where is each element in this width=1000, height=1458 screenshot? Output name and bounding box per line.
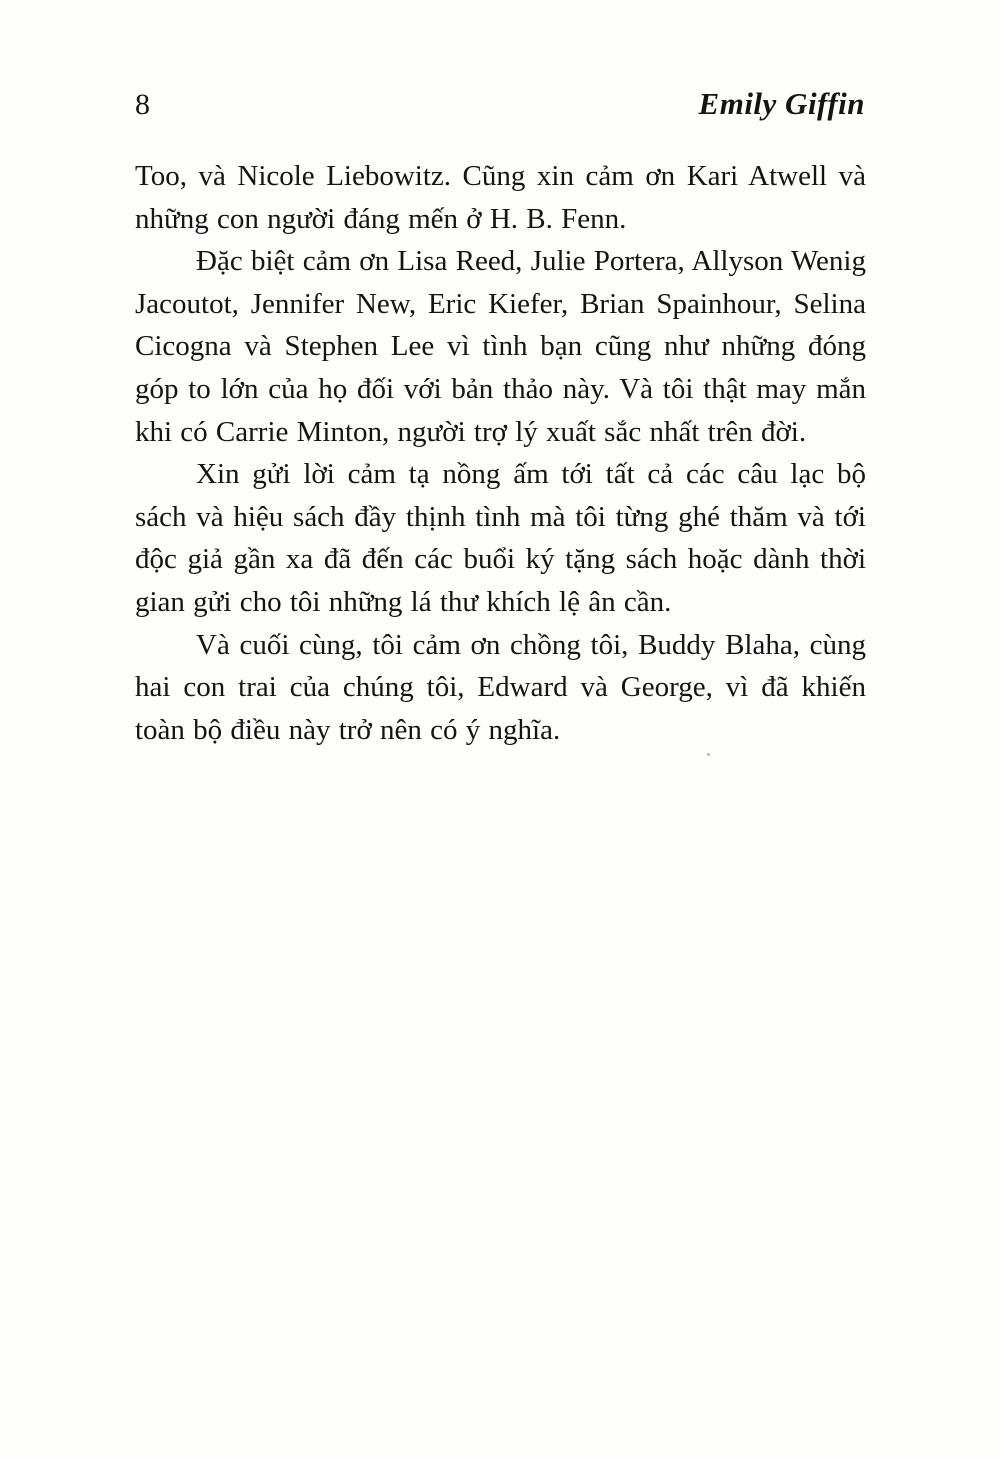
paragraph: Too, và Nicole Liebowitz. Cũng xin cảm ơn Kari Atwell và những con người đáng mến ở H. B. Fenn. xyxy=(135,160,866,235)
paragraph: Đặc biệt cảm ơn Lisa Reed, Julie Portera, Allyson Wenig Jacoutot, Jennifer New, Eric Kiefer, Brian Spainhour, Selina Cicogna và Stephen Lee vì tình bạn cũng như những đóng góp to lớn của họ đối với bản thảo này. Và tôi thật may mắn khi có Carrie Minton, người trợ lý xuất sắc nhất trên đời. xyxy=(135,245,866,448)
body-text xyxy=(135,155,866,751)
page-number: 8 xyxy=(135,88,151,121)
paragraph: Xin gửi lời cảm tạ nồng ấm tới tất cả các câu lạc bộ sách và hiệu sách đầy thịnh tình mà tôi từng ghé thăm và tới độc giả gần xa đã đến các buổi ký tặng sách hoặc dành thời gian gửi cho tôi những lá thư khích lệ ân cần. xyxy=(135,458,866,618)
running-header xyxy=(135,86,865,126)
scan-speckle xyxy=(707,753,710,756)
running-header-author: Emily Giffin xyxy=(698,86,865,121)
paragraph: Và cuối cùng, tôi cảm ơn chồng tôi, Buddy Blaha, cùng hai con trai của chúng tôi, Edward và George, vì đã khiến toàn bộ điều này trở nên có ý nghĩa. xyxy=(135,628,866,746)
